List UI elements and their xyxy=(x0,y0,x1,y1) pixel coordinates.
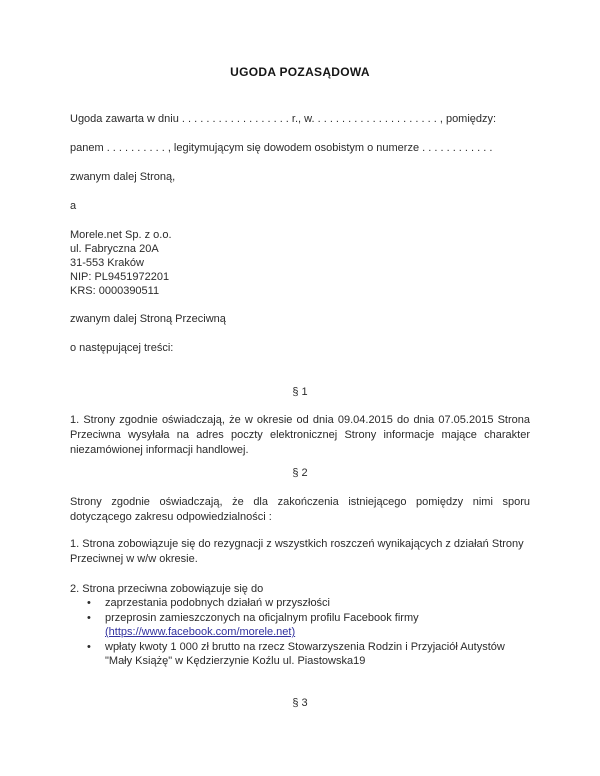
section-2-heading: § 2 xyxy=(292,467,308,479)
document-title: UGODA POZASĄDOWA xyxy=(230,65,370,79)
section-3-heading: § 3 xyxy=(292,696,308,709)
bullet-text: zaprzestania podobnych działań w przyszłości xyxy=(105,597,331,609)
list-item xyxy=(70,640,530,669)
bullet-text: wpłaty kwoty 1 000 zł brutto na rzecz Stowarzyszenia Rodzin i Przyjaciół Autystów "Mały Książę" w Kędzierzynie Koźlu ul. Piastowska19 xyxy=(105,640,505,667)
section-1-heading: § 1 xyxy=(292,386,308,398)
opening-line-and: a xyxy=(70,200,77,212)
document-content xyxy=(70,0,530,724)
company-alias: zwanym dalej Stroną Przeciwną xyxy=(70,313,226,325)
section-1-body: 1. Strony zgodnie oświadczają, że w okresie od dnia 09.04.2015 do dnia 07.05.2015 Strona Przeciwna wysyłała na adres poczty elektronicznej Strony informacje mające charakter niezamówionej informacji handlowej. xyxy=(70,414,530,456)
company-name: Morele.net Sp. z o.o. xyxy=(70,229,172,241)
bullet-text: przeprosin zamieszczonych na oficjalnym profilu Facebook firmy xyxy=(105,611,419,624)
section-2-intro: Strony zgodnie oświadczają, że dla zakończenia istniejącego pomiędzy nimi sporu dotyczącego zakresu odpowiedzialności : xyxy=(70,496,530,523)
list-item xyxy=(70,596,530,611)
company-street: ul. Fabryczna 20A xyxy=(70,243,159,255)
facebook-profile-link[interactable]: (https://www.facebook.com/morele.net) xyxy=(105,626,296,638)
section-2-obligation-1: 1. Strona zobowiązuje się do rezygnacji z wszystkich roszczeń wynikających z działań Strony Przeciwnej w w/w okresie. xyxy=(70,538,524,565)
company-nip: NIP: PL9451972201 xyxy=(70,271,170,283)
bullet-icon: • xyxy=(87,597,91,609)
bullet-icon: • xyxy=(87,611,91,624)
company-krs: KRS: 0000390511 xyxy=(70,285,160,297)
list-item xyxy=(70,611,530,640)
bullet-icon: • xyxy=(87,640,91,653)
preamble: o następującej treści: xyxy=(70,342,174,354)
company-block xyxy=(70,228,530,298)
opening-line-party: panem . . . . . . . . . . , legitymującym się dowodem osobistym o numerze . . . . . . . . . . . . xyxy=(70,142,493,154)
section-2-obligation-2-intro: 2. Strona przeciwna zobowiązuje się do xyxy=(70,583,264,595)
obligations-bullet-list xyxy=(70,596,530,669)
opening-line-alias: zwanym dalej Stroną, xyxy=(70,171,176,183)
opening-line-date-place: Ugoda zawarta w dniu . . . . . . . . . . . . . . . . . . r., w. . . . . . . . . . . . . . . . . . . . . , pomiędzy: xyxy=(70,113,497,125)
company-city: 31-553 Kraków xyxy=(70,257,144,269)
